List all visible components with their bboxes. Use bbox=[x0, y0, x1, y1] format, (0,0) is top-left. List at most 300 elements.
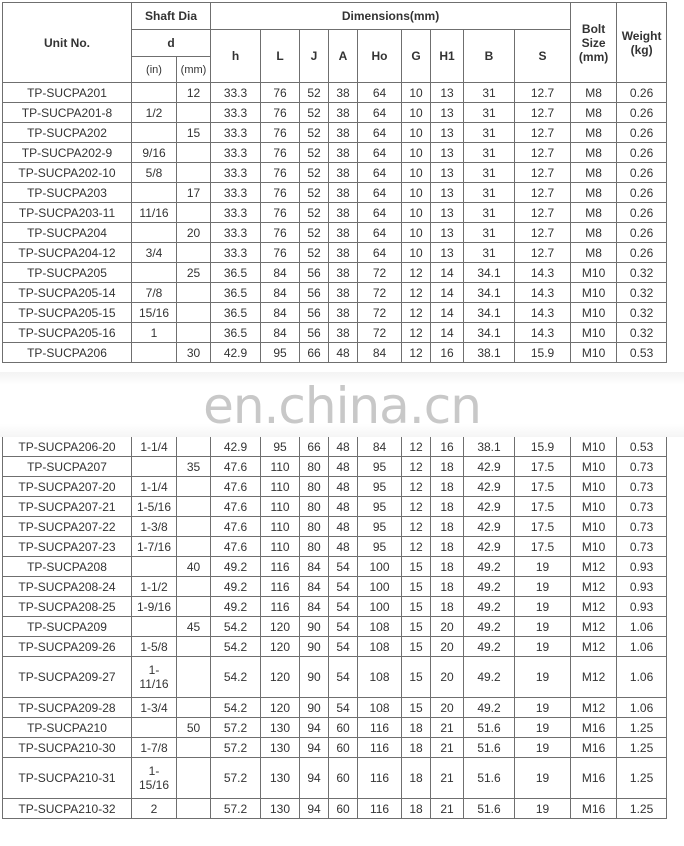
cell-b: 34.1 bbox=[464, 303, 515, 323]
cell-l: 84 bbox=[261, 263, 300, 283]
cell-weight: 0.93 bbox=[617, 557, 667, 577]
cell-unit-no: TP-SUCPA210-30 bbox=[3, 738, 132, 758]
cell-weight: 1.25 bbox=[617, 738, 667, 758]
cell-h1: 14 bbox=[431, 283, 464, 303]
cell-weight: 0.26 bbox=[617, 83, 667, 103]
cell-shaft-in: 1- 11/16 bbox=[132, 657, 177, 698]
cell-a: 48 bbox=[329, 497, 358, 517]
cell-shaft-in: 1-7/16 bbox=[132, 537, 177, 557]
cell-g: 10 bbox=[402, 223, 431, 243]
cell-b: 49.2 bbox=[464, 597, 515, 617]
cell-bolt: M8 bbox=[571, 123, 617, 143]
cell-a: 54 bbox=[329, 657, 358, 698]
cell-s: 19 bbox=[515, 597, 571, 617]
cell-shaft-mm: 45 bbox=[177, 617, 211, 637]
cell-unit-no: TP-SUCPA207-21 bbox=[3, 497, 132, 517]
cell-shaft-in bbox=[132, 183, 177, 203]
cell-ho: 116 bbox=[358, 718, 402, 738]
cell-j: 52 bbox=[300, 183, 329, 203]
cell-weight: 1.06 bbox=[617, 617, 667, 637]
cell-bolt: M8 bbox=[571, 103, 617, 123]
table-row bbox=[3, 557, 667, 577]
cell-l: 95 bbox=[261, 343, 300, 363]
cell-bolt: M12 bbox=[571, 617, 617, 637]
cell-shaft-in: 2 bbox=[132, 799, 177, 819]
cell-g: 15 bbox=[402, 698, 431, 718]
cell-l: 76 bbox=[261, 103, 300, 123]
cell-shaft-mm bbox=[177, 637, 211, 657]
table-row bbox=[3, 303, 667, 323]
cell-j: 52 bbox=[300, 103, 329, 123]
cell-ho: 95 bbox=[358, 477, 402, 497]
table-row bbox=[3, 517, 667, 537]
cell-shaft-in: 9/16 bbox=[132, 143, 177, 163]
cell-h: 49.2 bbox=[211, 577, 261, 597]
cell-shaft-mm bbox=[177, 517, 211, 537]
cell-s: 19 bbox=[515, 799, 571, 819]
cell-weight: 0.73 bbox=[617, 517, 667, 537]
cell-l: 116 bbox=[261, 557, 300, 577]
cell-weight: 0.26 bbox=[617, 223, 667, 243]
cell-ho: 64 bbox=[358, 243, 402, 263]
cell-shaft-in: 1-3/8 bbox=[132, 517, 177, 537]
cell-bolt: M10 bbox=[571, 303, 617, 323]
cell-shaft-mm bbox=[177, 243, 211, 263]
cell-s: 14.3 bbox=[515, 323, 571, 343]
cell-b: 34.1 bbox=[464, 323, 515, 343]
cell-g: 10 bbox=[402, 103, 431, 123]
cell-bolt: M12 bbox=[571, 557, 617, 577]
cell-j: 84 bbox=[300, 577, 329, 597]
cell-g: 12 bbox=[402, 323, 431, 343]
cell-weight: 0.26 bbox=[617, 163, 667, 183]
cell-unit-no: TP-SUCPA203-11 bbox=[3, 203, 132, 223]
cell-h1: 13 bbox=[431, 143, 464, 163]
cell-shaft-mm bbox=[177, 103, 211, 123]
cell-b: 42.9 bbox=[464, 537, 515, 557]
cell-j: 56 bbox=[300, 323, 329, 343]
cell-bolt: M12 bbox=[571, 657, 617, 698]
cell-l: 76 bbox=[261, 83, 300, 103]
cell-l: 110 bbox=[261, 537, 300, 557]
cell-unit-no: TP-SUCPA205-15 bbox=[3, 303, 132, 323]
cell-j: 94 bbox=[300, 718, 329, 738]
cell-unit-no: TP-SUCPA202-10 bbox=[3, 163, 132, 183]
cell-j: 84 bbox=[300, 557, 329, 577]
cell-a: 54 bbox=[329, 577, 358, 597]
cell-shaft-in: 1-3/4 bbox=[132, 698, 177, 718]
cell-bolt: M10 bbox=[571, 537, 617, 557]
cell-j: 80 bbox=[300, 457, 329, 477]
cell-shaft-mm: 35 bbox=[177, 457, 211, 477]
cell-h: 47.6 bbox=[211, 537, 261, 557]
cell-h: 47.6 bbox=[211, 517, 261, 537]
cell-weight: 0.26 bbox=[617, 203, 667, 223]
cell-l: 130 bbox=[261, 758, 300, 799]
cell-bolt: M8 bbox=[571, 203, 617, 223]
table-row bbox=[3, 183, 667, 203]
header-col-b: B bbox=[464, 30, 515, 83]
cell-h: 33.3 bbox=[211, 183, 261, 203]
cell-bolt: M10 bbox=[571, 517, 617, 537]
cell-g: 15 bbox=[402, 637, 431, 657]
cell-ho: 95 bbox=[358, 457, 402, 477]
cell-weight: 0.93 bbox=[617, 577, 667, 597]
cell-ho: 64 bbox=[358, 143, 402, 163]
cell-s: 12.7 bbox=[515, 183, 571, 203]
cell-b: 42.9 bbox=[464, 497, 515, 517]
cell-b: 49.2 bbox=[464, 557, 515, 577]
cell-b: 31 bbox=[464, 143, 515, 163]
cell-l: 120 bbox=[261, 617, 300, 637]
cell-unit-no: TP-SUCPA204 bbox=[3, 223, 132, 243]
cell-s: 17.5 bbox=[515, 537, 571, 557]
cell-ho: 100 bbox=[358, 557, 402, 577]
cell-a: 38 bbox=[329, 183, 358, 203]
cell-l: 130 bbox=[261, 799, 300, 819]
cell-g: 12 bbox=[402, 477, 431, 497]
cell-b: 31 bbox=[464, 163, 515, 183]
table-row bbox=[3, 163, 667, 183]
cell-ho: 116 bbox=[358, 758, 402, 799]
header-col-h1: H1 bbox=[431, 30, 464, 83]
cell-bolt: M10 bbox=[571, 263, 617, 283]
cell-ho: 64 bbox=[358, 83, 402, 103]
cell-shaft-mm bbox=[177, 597, 211, 617]
header-col-l: L bbox=[261, 30, 300, 83]
cell-h: 47.6 bbox=[211, 477, 261, 497]
cell-a: 38 bbox=[329, 303, 358, 323]
cell-shaft-in bbox=[132, 617, 177, 637]
cell-b: 49.2 bbox=[464, 657, 515, 698]
cell-h1: 18 bbox=[431, 497, 464, 517]
cell-s: 14.3 bbox=[515, 263, 571, 283]
cell-weight: 0.32 bbox=[617, 303, 667, 323]
cell-h1: 13 bbox=[431, 243, 464, 263]
cell-l: 110 bbox=[261, 497, 300, 517]
cell-s: 17.5 bbox=[515, 497, 571, 517]
cell-b: 42.9 bbox=[464, 477, 515, 497]
cell-s: 12.7 bbox=[515, 103, 571, 123]
cell-g: 12 bbox=[402, 303, 431, 323]
cell-weight: 0.26 bbox=[617, 103, 667, 123]
cell-weight: 0.26 bbox=[617, 183, 667, 203]
cell-a: 48 bbox=[329, 537, 358, 557]
cell-shaft-in: 1 bbox=[132, 323, 177, 343]
table-row bbox=[3, 657, 667, 698]
cell-s: 12.7 bbox=[515, 243, 571, 263]
cell-g: 18 bbox=[402, 718, 431, 738]
cell-g: 10 bbox=[402, 243, 431, 263]
cell-a: 48 bbox=[329, 343, 358, 363]
cell-g: 10 bbox=[402, 123, 431, 143]
cell-ho: 95 bbox=[358, 497, 402, 517]
cell-h1: 14 bbox=[431, 263, 464, 283]
cell-l: 110 bbox=[261, 477, 300, 497]
cell-bolt: M8 bbox=[571, 143, 617, 163]
cell-l: 84 bbox=[261, 323, 300, 343]
cell-b: 31 bbox=[464, 223, 515, 243]
cell-a: 54 bbox=[329, 698, 358, 718]
cell-g: 10 bbox=[402, 163, 431, 183]
cell-shaft-mm bbox=[177, 163, 211, 183]
cell-h: 47.6 bbox=[211, 457, 261, 477]
cell-shaft-in bbox=[132, 223, 177, 243]
cell-j: 66 bbox=[300, 437, 329, 457]
cell-s: 19 bbox=[515, 557, 571, 577]
cell-b: 34.1 bbox=[464, 263, 515, 283]
cell-unit-no: TP-SUCPA207-23 bbox=[3, 537, 132, 557]
table-row bbox=[3, 437, 667, 457]
cell-b: 31 bbox=[464, 123, 515, 143]
cell-j: 90 bbox=[300, 617, 329, 637]
cell-b: 31 bbox=[464, 243, 515, 263]
cell-s: 19 bbox=[515, 577, 571, 597]
cell-bolt: M10 bbox=[571, 477, 617, 497]
cell-l: 120 bbox=[261, 698, 300, 718]
cell-ho: 72 bbox=[358, 323, 402, 343]
cell-g: 10 bbox=[402, 143, 431, 163]
cell-h1: 13 bbox=[431, 123, 464, 143]
table-row bbox=[3, 243, 667, 263]
cell-unit-no: TP-SUCPA209-26 bbox=[3, 637, 132, 657]
cell-shaft-mm: 20 bbox=[177, 223, 211, 243]
cell-bolt: M8 bbox=[571, 83, 617, 103]
cell-b: 31 bbox=[464, 103, 515, 123]
cell-h1: 20 bbox=[431, 637, 464, 657]
cell-unit-no: TP-SUCPA202 bbox=[3, 123, 132, 143]
cell-h: 36.5 bbox=[211, 323, 261, 343]
cell-unit-no: TP-SUCPA203 bbox=[3, 183, 132, 203]
cell-j: 52 bbox=[300, 123, 329, 143]
table-row bbox=[3, 123, 667, 143]
cell-bolt: M16 bbox=[571, 758, 617, 799]
cell-s: 14.3 bbox=[515, 283, 571, 303]
cell-s: 12.7 bbox=[515, 203, 571, 223]
cell-j: 90 bbox=[300, 698, 329, 718]
cell-j: 66 bbox=[300, 343, 329, 363]
table-row bbox=[3, 577, 667, 597]
cell-ho: 84 bbox=[358, 343, 402, 363]
cell-l: 76 bbox=[261, 243, 300, 263]
header-unit-in: (in) bbox=[132, 57, 177, 83]
cell-l: 116 bbox=[261, 577, 300, 597]
cell-s: 19 bbox=[515, 657, 571, 698]
cell-j: 52 bbox=[300, 203, 329, 223]
cell-b: 42.9 bbox=[464, 457, 515, 477]
cell-unit-no: TP-SUCPA210-31 bbox=[3, 758, 132, 799]
cell-weight: 0.32 bbox=[617, 283, 667, 303]
cell-a: 60 bbox=[329, 738, 358, 758]
cell-l: 84 bbox=[261, 303, 300, 323]
cell-g: 12 bbox=[402, 457, 431, 477]
cell-h: 47.6 bbox=[211, 497, 261, 517]
cell-unit-no: TP-SUCPA202-9 bbox=[3, 143, 132, 163]
cell-h: 33.3 bbox=[211, 143, 261, 163]
cell-s: 19 bbox=[515, 637, 571, 657]
header-dimensions: Dimensions(mm) bbox=[211, 3, 571, 30]
cell-a: 38 bbox=[329, 283, 358, 303]
cell-bolt: M8 bbox=[571, 183, 617, 203]
cell-b: 49.2 bbox=[464, 637, 515, 657]
cell-h: 57.2 bbox=[211, 738, 261, 758]
cell-a: 48 bbox=[329, 477, 358, 497]
cell-j: 90 bbox=[300, 657, 329, 698]
cell-weight: 1.06 bbox=[617, 637, 667, 657]
header-col-h: h bbox=[211, 30, 261, 83]
header-shaft-dia: Shaft Dia bbox=[132, 3, 211, 30]
cell-b: 51.6 bbox=[464, 718, 515, 738]
cell-unit-no: TP-SUCPA208 bbox=[3, 557, 132, 577]
cell-unit-no: TP-SUCPA207 bbox=[3, 457, 132, 477]
cell-j: 52 bbox=[300, 163, 329, 183]
cell-j: 94 bbox=[300, 738, 329, 758]
table-row bbox=[3, 637, 667, 657]
cell-j: 52 bbox=[300, 83, 329, 103]
table-row bbox=[3, 457, 667, 477]
header-col-g: G bbox=[402, 30, 431, 83]
cell-j: 56 bbox=[300, 263, 329, 283]
header-col-a: A bbox=[329, 30, 358, 83]
cell-weight: 1.25 bbox=[617, 758, 667, 799]
cell-l: 130 bbox=[261, 738, 300, 758]
cell-unit-no: TP-SUCPA201-8 bbox=[3, 103, 132, 123]
cell-weight: 1.06 bbox=[617, 698, 667, 718]
cell-h: 33.3 bbox=[211, 223, 261, 243]
cell-l: 110 bbox=[261, 517, 300, 537]
cell-shaft-mm: 12 bbox=[177, 83, 211, 103]
cell-a: 48 bbox=[329, 437, 358, 457]
cell-h: 54.2 bbox=[211, 617, 261, 637]
table-row bbox=[3, 597, 667, 617]
cell-b: 31 bbox=[464, 183, 515, 203]
cell-h: 57.2 bbox=[211, 799, 261, 819]
cell-shaft-mm bbox=[177, 799, 211, 819]
table-row bbox=[3, 799, 667, 819]
cell-s: 12.7 bbox=[515, 223, 571, 243]
cell-shaft-mm: 30 bbox=[177, 343, 211, 363]
cell-ho: 108 bbox=[358, 657, 402, 698]
cell-g: 18 bbox=[402, 799, 431, 819]
cell-shaft-mm bbox=[177, 203, 211, 223]
cell-h: 54.2 bbox=[211, 637, 261, 657]
header-col-ho: Ho bbox=[358, 30, 402, 83]
cell-shaft-mm: 15 bbox=[177, 123, 211, 143]
cell-shaft-in: 1-9/16 bbox=[132, 597, 177, 617]
cell-h: 49.2 bbox=[211, 597, 261, 617]
cell-j: 80 bbox=[300, 537, 329, 557]
table-row bbox=[3, 323, 667, 343]
cell-l: 76 bbox=[261, 183, 300, 203]
cell-a: 60 bbox=[329, 718, 358, 738]
cell-unit-no: TP-SUCPA208-25 bbox=[3, 597, 132, 617]
cell-a: 38 bbox=[329, 243, 358, 263]
cell-l: 110 bbox=[261, 457, 300, 477]
cell-shaft-in: 1- 15/16 bbox=[132, 758, 177, 799]
cell-j: 80 bbox=[300, 477, 329, 497]
cell-j: 56 bbox=[300, 303, 329, 323]
cell-a: 38 bbox=[329, 223, 358, 243]
cell-h: 33.3 bbox=[211, 203, 261, 223]
cell-b: 51.6 bbox=[464, 738, 515, 758]
cell-j: 80 bbox=[300, 517, 329, 537]
cell-j: 94 bbox=[300, 799, 329, 819]
cell-shaft-mm: 25 bbox=[177, 263, 211, 283]
cell-ho: 64 bbox=[358, 123, 402, 143]
cell-weight: 1.25 bbox=[617, 718, 667, 738]
cell-h1: 18 bbox=[431, 537, 464, 557]
cell-shaft-mm bbox=[177, 537, 211, 557]
cell-shaft-mm bbox=[177, 698, 211, 718]
table-row bbox=[3, 283, 667, 303]
cell-h: 36.5 bbox=[211, 263, 261, 283]
cell-h1: 18 bbox=[431, 597, 464, 617]
cell-bolt: M12 bbox=[571, 577, 617, 597]
header-shaft-d: d bbox=[132, 30, 211, 57]
cell-bolt: M12 bbox=[571, 698, 617, 718]
cell-l: 76 bbox=[261, 123, 300, 143]
cell-ho: 100 bbox=[358, 597, 402, 617]
cell-ho: 116 bbox=[358, 799, 402, 819]
table-row bbox=[3, 718, 667, 738]
header-col-j: J bbox=[300, 30, 329, 83]
cell-ho: 108 bbox=[358, 698, 402, 718]
cell-shaft-in: 1-1/4 bbox=[132, 437, 177, 457]
cell-shaft-mm bbox=[177, 758, 211, 799]
table-row bbox=[3, 477, 667, 497]
cell-b: 49.2 bbox=[464, 617, 515, 637]
cell-weight: 0.53 bbox=[617, 343, 667, 363]
cell-shaft-in: 3/4 bbox=[132, 243, 177, 263]
table-row bbox=[3, 223, 667, 243]
cell-bolt: M12 bbox=[571, 597, 617, 617]
cell-g: 15 bbox=[402, 557, 431, 577]
table-row bbox=[3, 103, 667, 123]
cell-h: 54.2 bbox=[211, 657, 261, 698]
cell-b: 49.2 bbox=[464, 698, 515, 718]
cell-shaft-in: 5/8 bbox=[132, 163, 177, 183]
cell-g: 12 bbox=[402, 497, 431, 517]
cell-b: 42.9 bbox=[464, 517, 515, 537]
cell-j: 80 bbox=[300, 497, 329, 517]
cell-g: 18 bbox=[402, 758, 431, 799]
cell-bolt: M10 bbox=[571, 323, 617, 343]
cell-weight: 0.32 bbox=[617, 263, 667, 283]
table-row bbox=[3, 698, 667, 718]
header-unit-mm: (mm) bbox=[177, 57, 211, 83]
cell-s: 19 bbox=[515, 698, 571, 718]
cell-l: 76 bbox=[261, 203, 300, 223]
cell-s: 19 bbox=[515, 718, 571, 738]
cell-h: 42.9 bbox=[211, 437, 261, 457]
cell-shaft-in: 11/16 bbox=[132, 203, 177, 223]
cell-weight: 0.73 bbox=[617, 537, 667, 557]
cell-weight: 0.26 bbox=[617, 123, 667, 143]
cell-h1: 20 bbox=[431, 617, 464, 637]
cell-weight: 0.73 bbox=[617, 497, 667, 517]
cell-unit-no: TP-SUCPA205 bbox=[3, 263, 132, 283]
cell-shaft-in: 1/2 bbox=[132, 103, 177, 123]
cell-b: 31 bbox=[464, 83, 515, 103]
cell-ho: 95 bbox=[358, 517, 402, 537]
cell-a: 38 bbox=[329, 83, 358, 103]
cell-bolt: M10 bbox=[571, 457, 617, 477]
cell-ho: 108 bbox=[358, 617, 402, 637]
cell-bolt: M8 bbox=[571, 163, 617, 183]
cell-a: 54 bbox=[329, 557, 358, 577]
cell-bolt: M10 bbox=[571, 343, 617, 363]
cell-g: 12 bbox=[402, 517, 431, 537]
